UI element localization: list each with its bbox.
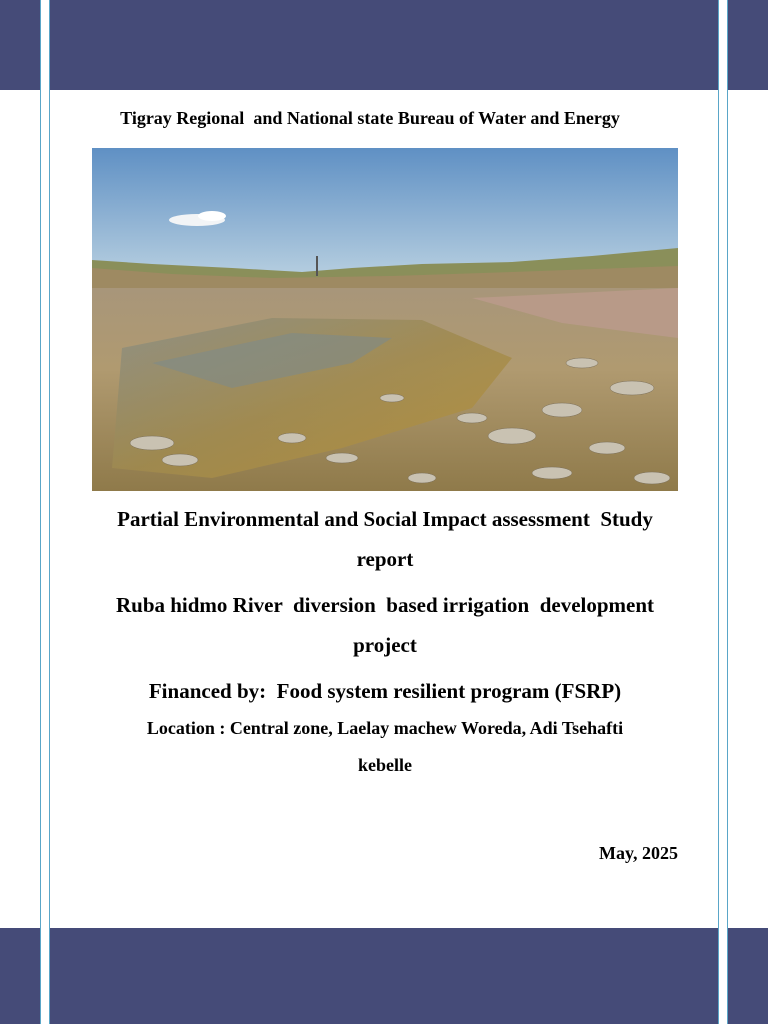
bottom-band-left xyxy=(0,928,40,1024)
project-name-line: project xyxy=(353,633,417,657)
top-band-right xyxy=(728,0,768,90)
frame-rule xyxy=(727,0,728,1024)
report-title-line: report xyxy=(356,547,414,571)
frame-rule xyxy=(49,0,50,1024)
river-photo xyxy=(92,148,678,491)
frame-rule xyxy=(40,0,41,1024)
location-line: Location : Central zone, Laelay machew Woreda, Adi Tsehafti xyxy=(146,718,624,738)
report-title-line: Partial Environmental and Social Impact assessment Study xyxy=(117,507,653,531)
top-band-left xyxy=(0,0,40,90)
project-name-line: Ruba hidmo River diversion based irrigation development xyxy=(115,593,655,617)
top-band-center xyxy=(50,0,718,90)
frame-rule xyxy=(718,0,719,1024)
organization-header: Tigray Regional and National state Bureau of Water and Energy xyxy=(120,108,620,128)
financed-by: Financed by: Food system resilient program (FSRP) xyxy=(148,679,622,703)
location-line: kebelle xyxy=(358,755,412,775)
bottom-band-center xyxy=(50,928,718,1024)
report-date: May, 2025 xyxy=(599,843,678,863)
bottom-band-right xyxy=(728,928,768,1024)
